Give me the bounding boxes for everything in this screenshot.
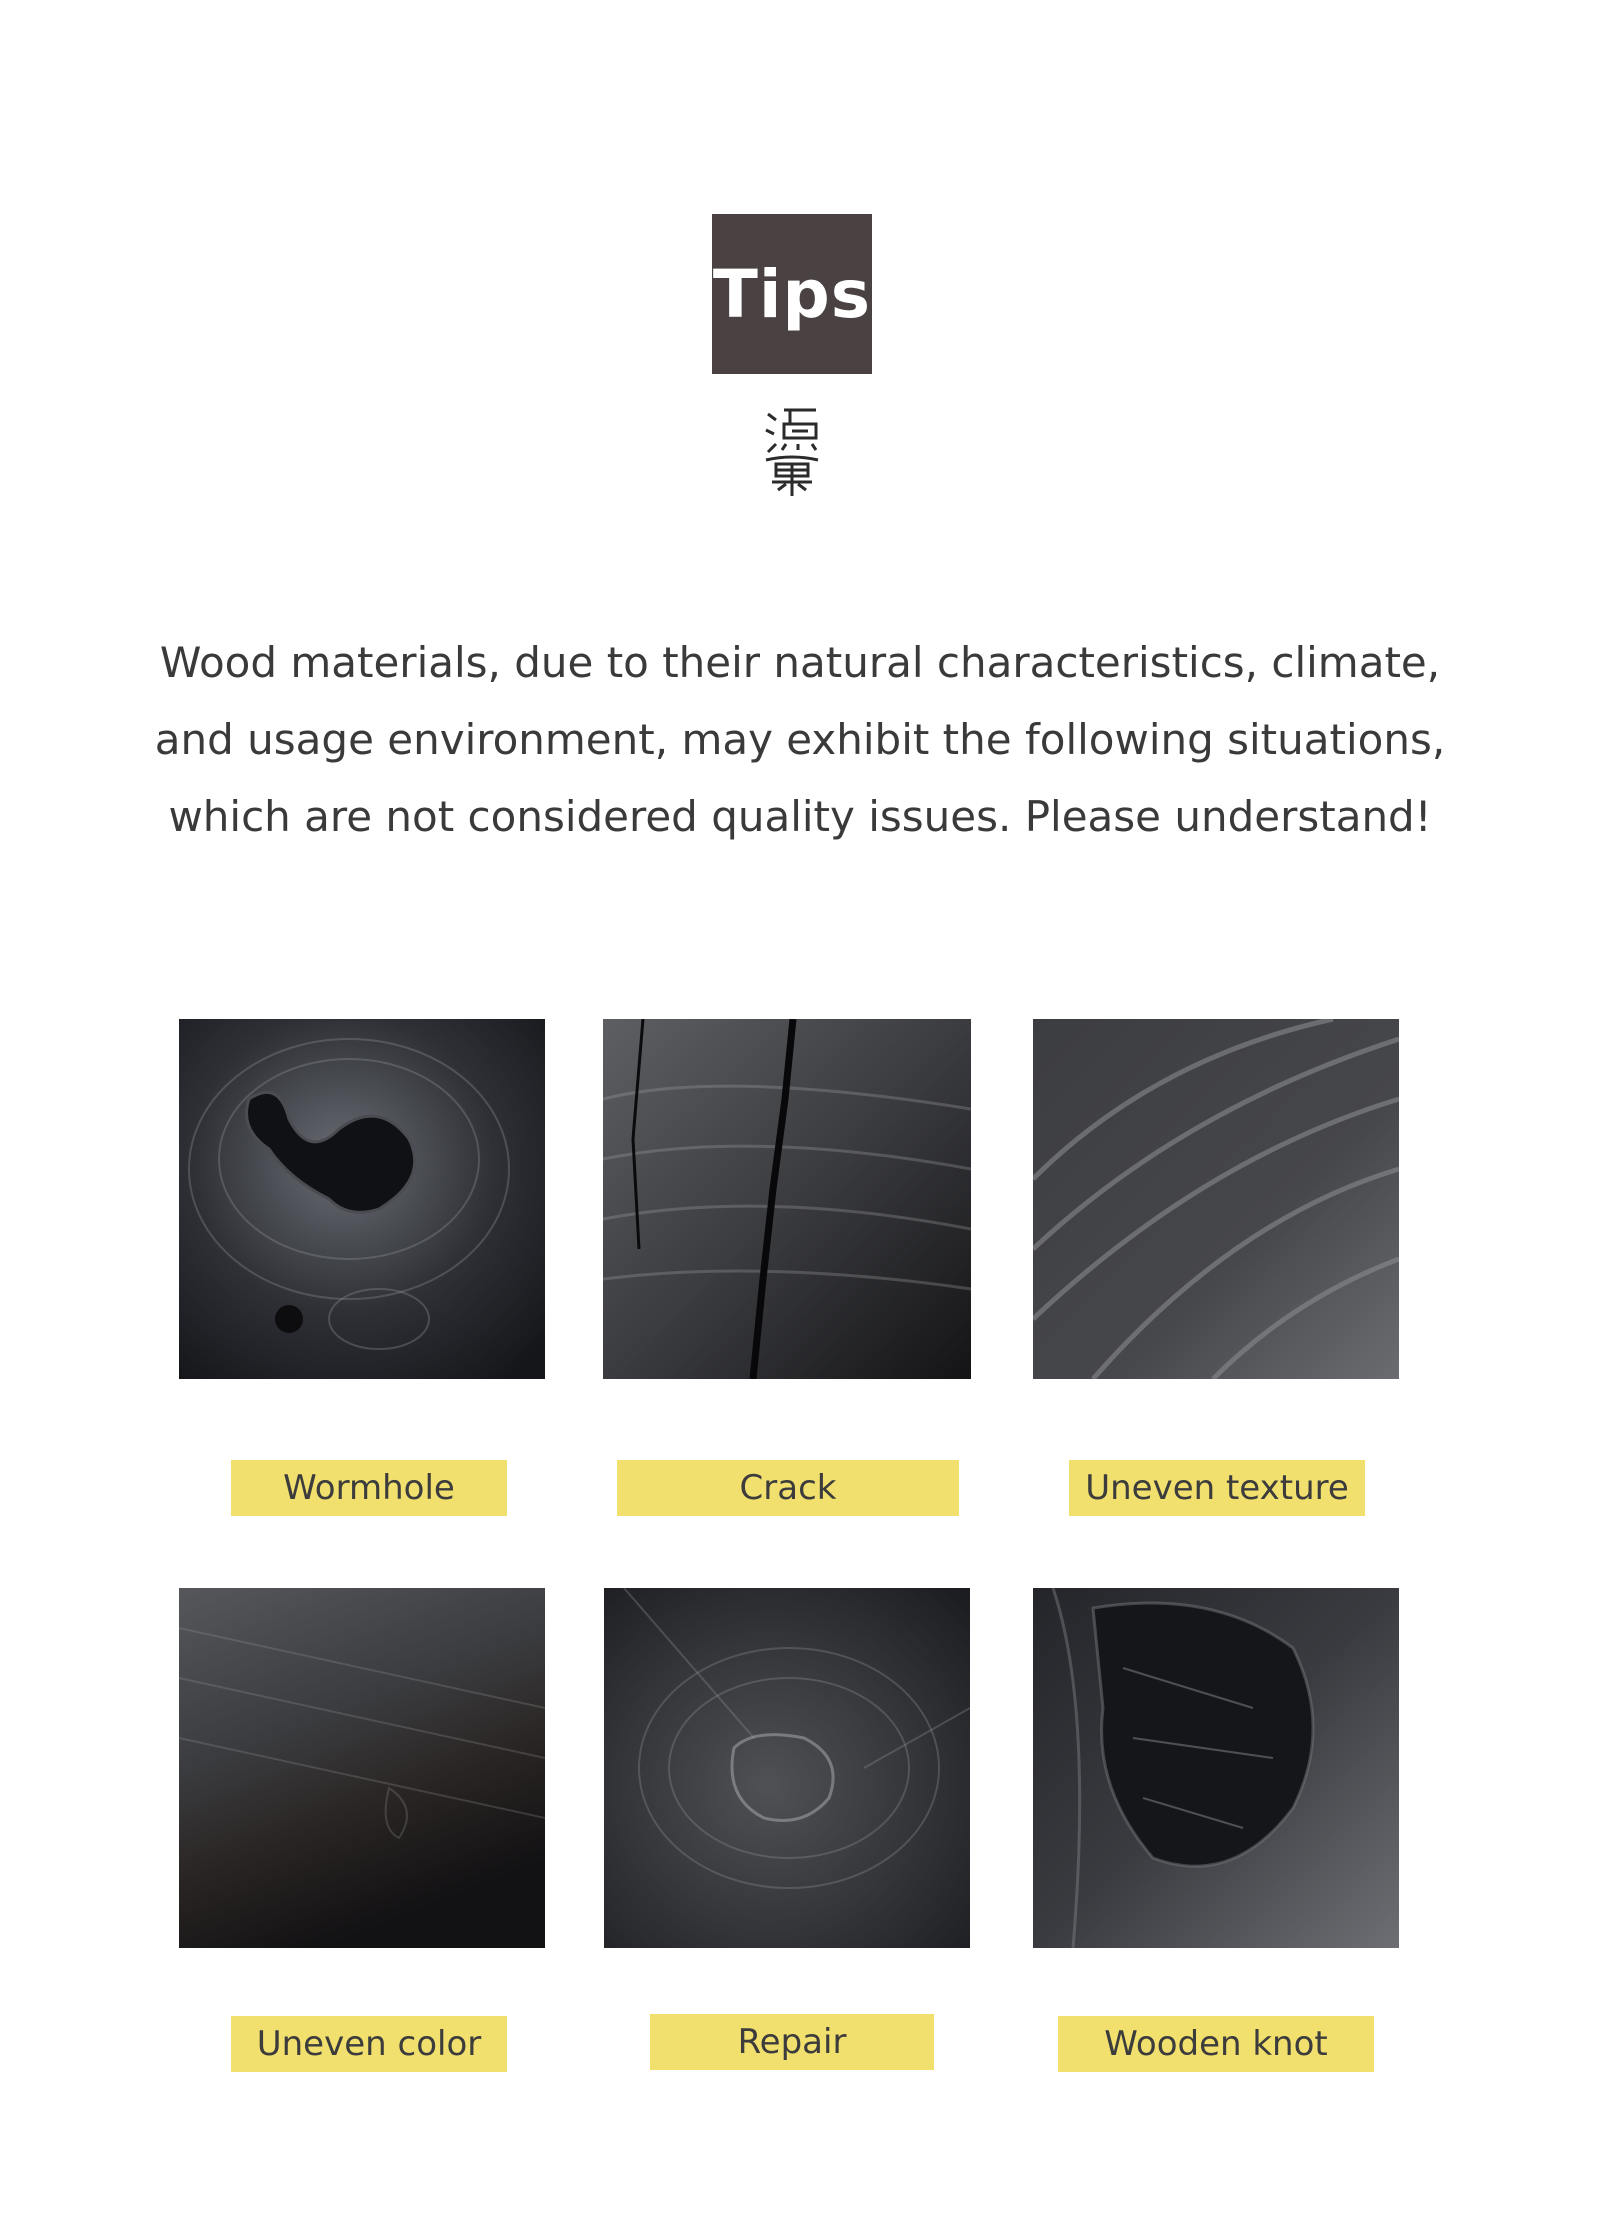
uneven-color-photo <box>179 1588 545 1948</box>
seal-logo-icon <box>762 404 822 500</box>
label-wormhole: Wormhole <box>231 1460 507 1516</box>
wooden-knot-photo <box>1033 1588 1399 1948</box>
intro-line: Wood materials, due to their natural characteristics, climate, <box>159 638 1441 687</box>
repair-photo <box>604 1588 970 1948</box>
crack-photo <box>603 1019 971 1379</box>
label-uneven-color: Uneven color <box>231 2016 507 2072</box>
label-crack: Crack <box>617 1460 959 1516</box>
label-wooden-knot: Wooden knot <box>1058 2016 1374 2072</box>
uneven-texture-photo <box>1033 1019 1399 1379</box>
tips-title: Tips <box>712 255 872 333</box>
intro-line: and usage environment, may exhibit the following situations, <box>154 715 1446 764</box>
label-repair: Repair <box>650 2014 934 2070</box>
tips-badge <box>712 214 872 374</box>
label-uneven-texture: Uneven texture <box>1069 1460 1365 1516</box>
wormhole-photo <box>179 1019 545 1379</box>
intro-line: which are not considered quality issues. Please understand! <box>168 792 1432 841</box>
intro-paragraph <box>120 624 1480 855</box>
